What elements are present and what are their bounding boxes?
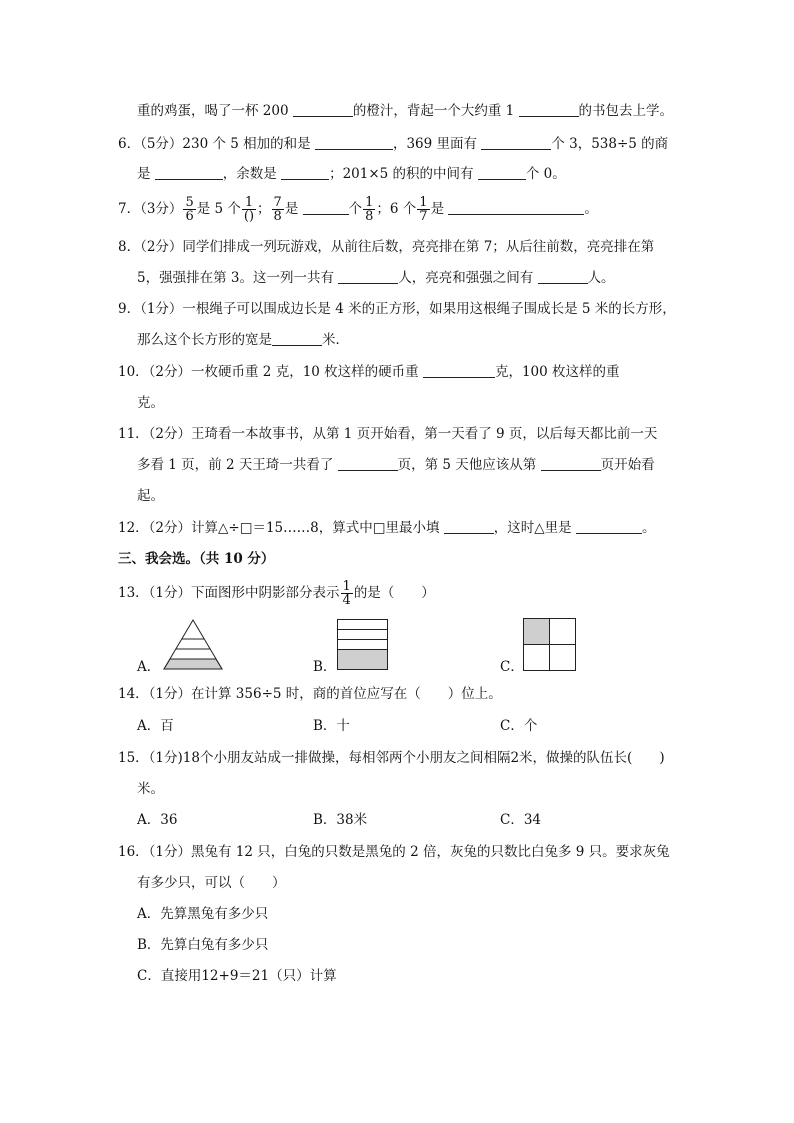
q13-option-b-label[interactable]: B． [313,659,337,675]
triangle-shaded-part [164,659,222,669]
q6-blank-remainder[interactable] [281,165,329,180]
q15-option-a[interactable]: A．36 [137,812,178,828]
q6-blank-sum[interactable] [315,135,393,150]
q11-blank-start-page[interactable] [541,456,601,471]
q7-fraction-1-7: $\frac{1}{7}$ [419,195,428,224]
q16-line-1: 16．（1分）黑兔有 12 只，白兔的只数是黑兔的 2 倍，灰兔的只数比白兔多 9 只。要求灰兔 [118,844,670,860]
q15-line-2: 米。 [137,781,164,797]
q5-line: 重的鸡蛋，喝了一杯 200 的橙汁，背起一个大约重 1 的书包去上学。 [137,103,674,119]
q16-option-c[interactable]: C．直接用12+9＝21（只）计算 [137,968,337,984]
q16-line-2: 有多少只，可以（ ） [137,875,286,891]
q11-line-1: 11．（2分）王琦看一本故事书，从第 1 页开始看，第一天看了 9 页，以后每天都比前一天 [118,426,658,442]
q7-fraction-5-6: $\frac{5}{6}$ [185,195,194,224]
q13-option-c-label[interactable]: C． [500,659,524,675]
q8-line-2: 5，强强排在第 3。这一列一共有 人，亮亮和强强之间有 人。 [137,270,615,286]
rectangle-shaded-part [338,650,388,670]
q6-blank-count[interactable] [481,135,551,150]
q13-stem: 13．（1分）下面图形中阴影部分表示 $\frac{1}{4}$ 的是（ ） [118,579,435,608]
q7-fraction-1-8: $\frac{1}{8}$ [365,195,374,224]
q16-option-a[interactable]: A．先算黑兔有多少只 [137,906,269,922]
q10-line-1: 10．（2分）一枚硬币重 2 克，10 枚这样的硬币重 克，100 枚这样的重 [118,364,620,380]
q12-line: 12．（2分）计算△÷□＝15……8，算式中□里最小填 ，这时△里是 。 [118,520,656,536]
q8-blank-between[interactable] [538,269,588,284]
q11-line-3: 起。 [137,488,164,504]
q13-fraction-1-4: $\frac{1}{4}$ [342,579,351,608]
q16-option-b[interactable]: B．先算白兔有多少只 [137,937,269,953]
q10-line-2: 克。 [137,395,164,411]
q8-blank-total[interactable] [338,269,398,284]
q6-blank-zeros[interactable] [478,165,526,180]
q7-blank-count[interactable] [303,200,349,215]
q9-blank-width[interactable] [272,331,322,346]
q11-blank-pages[interactable] [338,456,398,471]
q7-fraction-1-blank[interactable]: $\frac{1}{()}$ [243,195,255,224]
q13-striped-rectangle-figure[interactable] [337,619,389,671]
square-shaded-cell [524,619,550,645]
q7-blank-result[interactable] [448,200,584,215]
q15-line-1: 15．（1分)18个小朋友站成一排做操，每相邻两个小朋友之间相隔2米，做操的队伍长( ) [118,750,665,766]
q11-line-2: 多看 1 页，前 2 天王琦一共看了 页，第 5 天他应该从第 页开始看 [137,457,655,473]
q13-square-grid-figure[interactable] [523,618,577,672]
q7-line: 7．（3分） $\frac{5}{6}$ 是 5 个 $\frac{1}{()}$ ； $\frac{7}{8}$ 是 个 $\frac{1}{8}$ ；6 个 $\frac{1}{7}$ 是 。 [118,195,598,224]
q14-stem: 14．（1分）在计算 356÷5 时，商的首位应写在（ ）位上。 [118,686,502,702]
q15-option-c[interactable]: C．34 [500,812,542,828]
q13-triangle-figure[interactable] [162,618,224,671]
q5-blank-2[interactable] [519,102,579,117]
q14-option-b[interactable]: B．十 [313,718,350,734]
q12-blank-triangle[interactable] [576,519,642,534]
q14-option-c[interactable]: C．个 [500,718,538,734]
section-3-heading: 三、我会选。（共 10 分） [118,551,275,567]
q9-line-1: 9．（1分）一根绳子可以围成边长是 4 米的正方形，如果用这根绳子围成长是 5 米的长方形， [118,301,676,317]
q15-option-b[interactable]: B．38米 [313,812,368,828]
q14-option-a[interactable]: A．百 [137,718,174,734]
q8-line-1: 8．（2分）同学们排成一列玩游戏，从前往后数，亮亮排在第 7；从后往前数，亮亮排在第 [118,239,655,255]
q13-option-a-label[interactable]: A． [137,659,161,675]
q6-line-1: 6．（5分）230 个 5 相加的和是 ，369 里面有 个 3，538÷5 的商 [118,136,669,152]
q7-fraction-7-8: $\frac{7}{8}$ [273,195,282,224]
q5-blank-1[interactable] [293,102,353,117]
q6-blank-quotient[interactable] [155,165,223,180]
q12-blank-min[interactable] [444,519,494,534]
q10-blank-weight[interactable] [423,363,495,378]
q6-line-2: 是 ，余数是 ；201×5 的积的中间有 个 0。 [137,166,566,182]
q9-line-2: 那么这个长方形的宽是 米． [137,332,349,348]
